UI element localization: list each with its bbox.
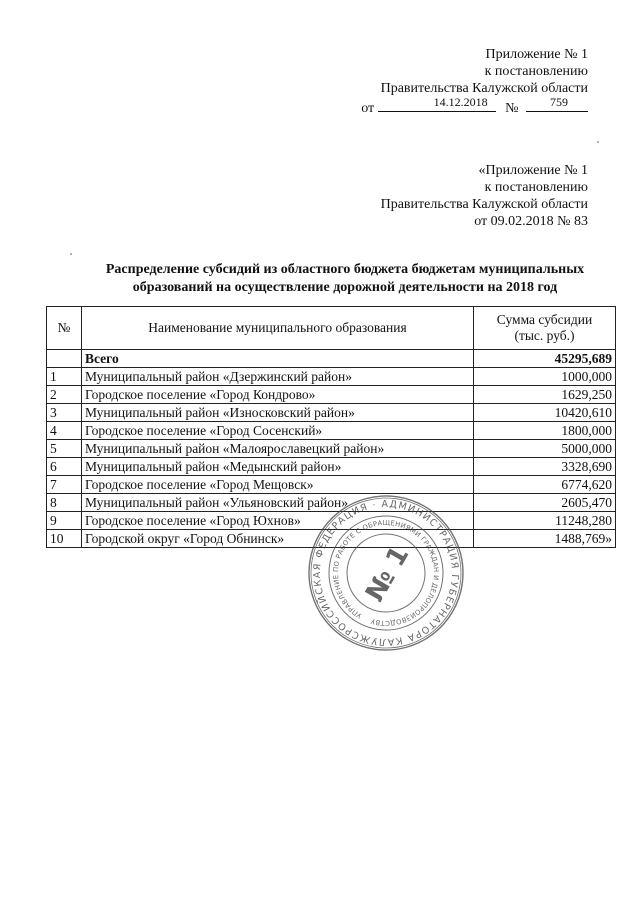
row-num: 10	[47, 530, 82, 548]
row-num: 2	[47, 386, 82, 404]
row-num: 8	[47, 494, 82, 512]
row-name: Муниципальный район «Малоярославецкий район»	[82, 440, 474, 458]
original-appendix-authority: Правительства Калужской области	[380, 197, 588, 212]
title-line-1: Распределение субсидий из областного бюджета бюджетам муниципальных	[105, 262, 585, 277]
row-amount: 2605,470	[474, 494, 616, 512]
total-label: Всего	[82, 350, 474, 368]
row-amount: 1488,769»	[474, 530, 616, 548]
table-row	[47, 422, 616, 440]
original-appendix-date: от 09.02.2018 № 83	[474, 214, 588, 229]
row-name: Городское поселение «Город Юхнов»	[82, 512, 474, 530]
table-row	[47, 386, 616, 404]
appendix-date-line	[361, 97, 588, 117]
header-amount-line1: Сумма субсидии	[496, 312, 593, 327]
row-name: Городское поселение «Город Мещовск»	[82, 476, 474, 494]
total-num	[47, 350, 82, 368]
original-appendix-subtitle: к постановлению	[484, 180, 588, 195]
table-row	[47, 368, 616, 386]
row-name: Городское поселение «Город Кондрово»	[82, 386, 474, 404]
stamp-center-number: № 1	[360, 541, 416, 607]
resolution-number: 759	[550, 95, 568, 109]
from-label: от	[361, 101, 375, 116]
stamp-inner-text: УПРАВЛЕНИЕ ПО РАБОТЕ С ОБРАЩЕНИЯМИ ГРАЖДАН И ДЕЛОПРОИЗВОДСТВУ	[331, 518, 441, 628]
row-amount: 6774,620	[474, 476, 616, 494]
row-num: 7	[47, 476, 82, 494]
row-name: Городской округ «Город Обнинск»	[82, 530, 474, 548]
appendix-authority: Правительства Калужской области	[380, 81, 588, 96]
document-title	[95, 261, 595, 297]
row-amount: 1000,000	[474, 368, 616, 386]
row-num: 4	[47, 422, 82, 440]
row-amount: 3328,690	[474, 458, 616, 476]
row-amount: 1800,000	[474, 422, 616, 440]
row-amount: 1629,250	[474, 386, 616, 404]
appendix-header	[361, 46, 588, 117]
scan-speck	[597, 141, 599, 143]
scan-speck	[70, 253, 72, 255]
header-name: Наименование муниципального образования	[82, 307, 474, 350]
total-row	[47, 350, 616, 368]
original-appendix-header	[381, 162, 588, 230]
total-amount: 45295,689	[474, 350, 616, 368]
resolution-date: 14.12.2018	[433, 95, 488, 109]
row-name: Муниципальный район «Ульяновский район»	[82, 494, 474, 512]
header-amount	[474, 307, 616, 350]
row-num: 3	[47, 404, 82, 422]
row-num: 6	[47, 458, 82, 476]
row-name: Муниципальный район «Дзержинский район»	[82, 368, 474, 386]
appendix-title: Приложение № 1	[485, 47, 588, 62]
header-num: №	[47, 307, 82, 350]
appendix-subtitle: к постановлению	[484, 64, 588, 79]
row-num: 5	[47, 440, 82, 458]
row-num: 9	[47, 512, 82, 530]
number-label: №	[505, 101, 519, 116]
table-row	[47, 476, 616, 494]
stamp-outer-text: РОССИЙСКАЯ ФЕДЕРАЦИЯ · АДМИНИСТРАЦИЯ ГУБЕРНАТОРА КАЛУЖСКОЙ	[311, 498, 461, 648]
date-blank	[378, 97, 496, 112]
row-num: 1	[47, 368, 82, 386]
row-amount: 11248,280	[474, 512, 616, 530]
original-appendix-title: «Приложение № 1	[478, 163, 588, 178]
title-line-2: образований на осуществление дорожной деятельности на 2018 год	[132, 280, 558, 295]
number-blank	[526, 97, 588, 112]
row-name: Муниципальный район «Износковский район»	[82, 404, 474, 422]
table-row	[47, 440, 616, 458]
table-header-row	[47, 307, 616, 350]
official-stamp	[306, 493, 466, 653]
table-row	[47, 458, 616, 476]
row-name: Городское поселение «Город Сосенский»	[82, 422, 474, 440]
header-amount-line2: (тыс. руб.)	[514, 328, 575, 343]
row-amount: 5000,000	[474, 440, 616, 458]
row-name: Муниципальный район «Медынский район»	[82, 458, 474, 476]
table-row	[47, 404, 616, 422]
row-amount: 10420,610	[474, 404, 616, 422]
